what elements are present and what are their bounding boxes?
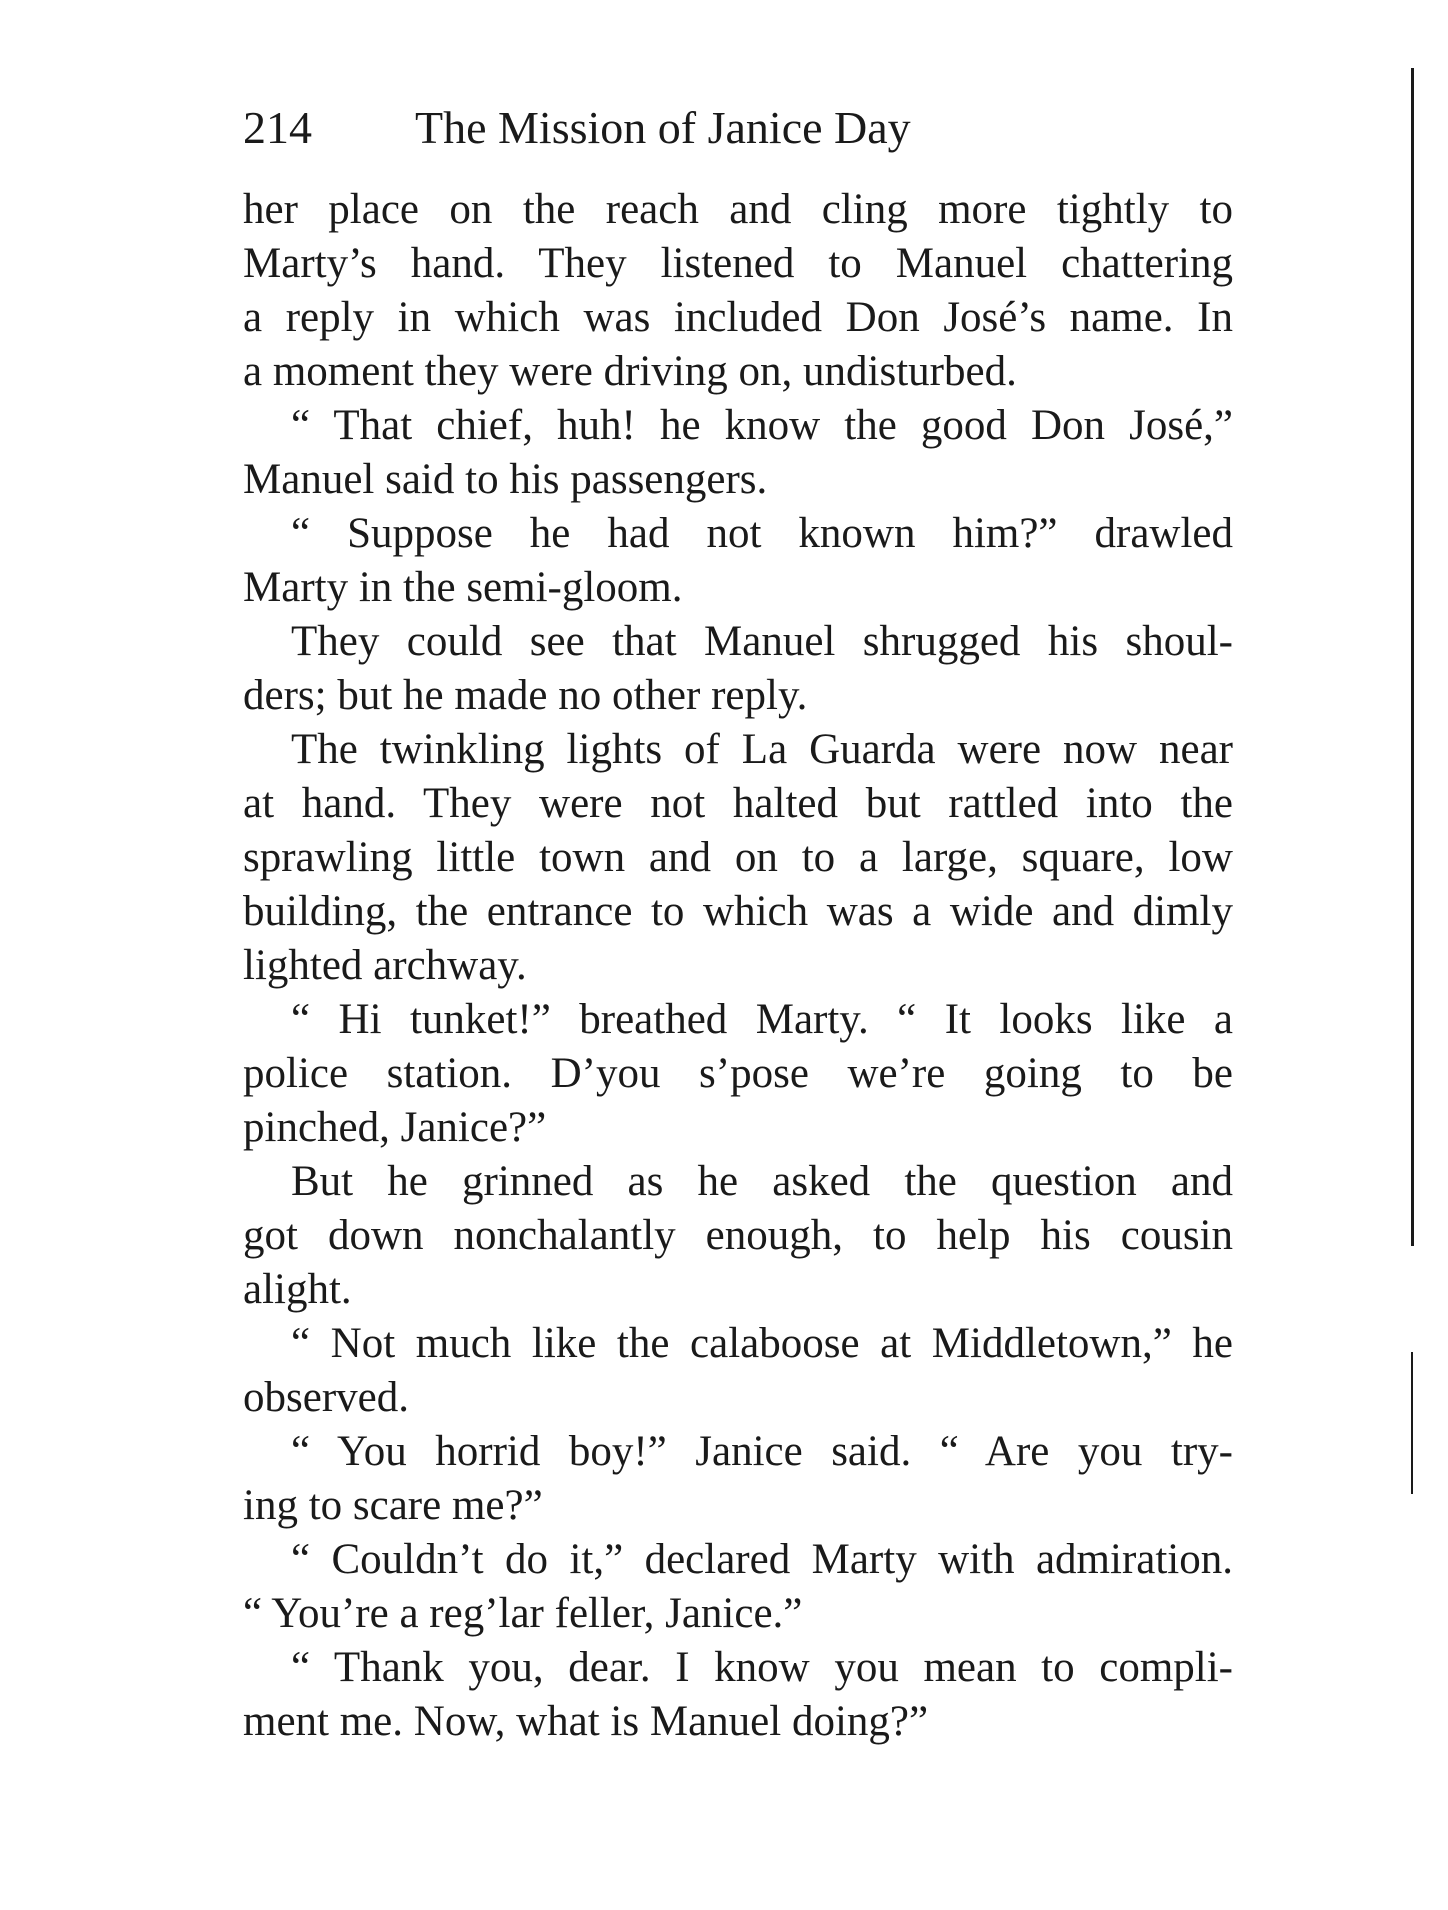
text-line: a moment they were driving on, undisturbed. [243,348,1017,395]
text-line: sprawling little town and on to a large, square, low [243,834,1233,881]
text-line: “ Thank you, dear. I know you mean to compli- [291,1644,1233,1691]
text-line: her place on the reach and cling more tightly to [243,186,1233,233]
text-line: “ Couldn’t do it,” declared Marty with admiration. [291,1536,1233,1583]
text-line: “ You horrid boy!” Janice said. “ Are you try- [291,1428,1233,1475]
text-line: They could see that Manuel shrugged his shoul- [291,618,1233,665]
page-header [243,98,1063,158]
text-line: observed. [243,1374,409,1421]
text-line: pinched, Janice?” [243,1104,547,1151]
text-line: “ Hi tunket!” breathed Marty. “ It looks like a [291,996,1233,1043]
text-line: alight. [243,1266,352,1313]
text-line: Marty in the semi-gloom. [243,564,683,611]
text-line: building, the entrance to which was a wide and dimly [243,888,1233,935]
text-line: “ Suppose he had not known him?” drawled [291,510,1233,557]
text-line: “ You’re a reg’lar feller, Janice.” [243,1590,803,1637]
text-line: But he grinned as he asked the question and [291,1158,1233,1205]
text-line: lighted archway. [243,942,527,989]
text-line: ing to scare me?” [243,1482,543,1529]
text-line: ders; but he made no other reply. [243,672,808,719]
page-number: 214 [243,102,312,153]
text-line: Marty’s hand. They listened to Manuel chattering [243,240,1233,287]
running-title: The Mission of Janice Day [415,102,911,153]
page-edge-line [1411,68,1414,1246]
text-line: at hand. They were not halted but rattled into the [243,780,1233,827]
text-line: police station. D’you s’pose we’re going to be [243,1050,1233,1097]
text-line: The twinkling lights of La Guarda were now near [291,726,1233,773]
page-edge-line [1411,1352,1413,1494]
text-line: “ Not much like the calaboose at Middletown,” he [291,1320,1233,1367]
text-line: a reply in which was included Don José’s name. In [243,294,1233,341]
body-text [243,183,1233,1749]
text-line: got down nonchalantly enough, to help his cousin [243,1212,1233,1259]
text-line: “ That chief, huh! he know the good Don José,” [291,402,1233,449]
text-line: Manuel said to his passengers. [243,456,768,503]
text-line: ment me. Now, what is Manuel doing?” [243,1698,929,1745]
